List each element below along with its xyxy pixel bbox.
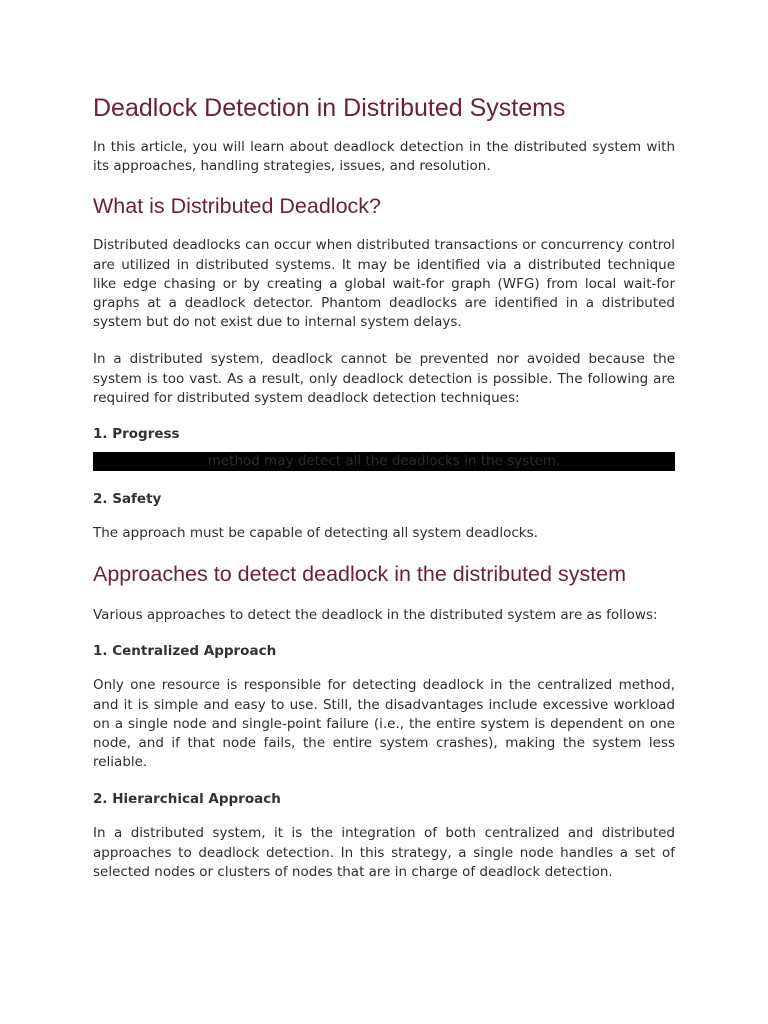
- paragraph-detection-requirements: In a distributed system, deadlock cannot be prevented nor avoided because the system is too vast. As a result, only deadlock detection is possible. The following are required for distributed system deadlock detection techniques:: [93, 351, 675, 406]
- safety-paragraph: The approach must be capable of detecting all system deadlocks.: [93, 525, 538, 542]
- centralized-subheading: 1. Centralized Approach: [93, 643, 277, 660]
- section-heading-distributed-deadlock: What is Distributed Deadlock?: [93, 194, 381, 219]
- centralized-paragraph: Only one resource is responsible for detecting deadlock in the centralized method, and it is simple and easy to use. Still, the disadvantages include excessive workload on a single node and single-point failure (i.e., the entire system is dependent on one node, and if that node fails, the entire system crashes), making the system less reliable.: [93, 677, 675, 771]
- section-heading-approaches: Approaches to detect deadlock in the distributed system: [93, 562, 627, 587]
- progress-text-bar: method may detect all the deadlocks in the system.: [93, 452, 675, 471]
- approaches-intro-paragraph: Various approaches to detect the deadlock in the distributed system are as follows:: [93, 607, 658, 624]
- page-title: Deadlock Detection in Distributed Systems: [93, 94, 566, 122]
- hierarchical-subheading: 2. Hierarchical Approach: [93, 791, 281, 808]
- intro-paragraph: In this article, you will learn about deadlock detection in the distributed system with its approaches, handling strategies, issues, and resolution.: [93, 139, 675, 175]
- paragraph-distributed-deadlocks: Distributed deadlocks can occur when distributed transactions or concurrency control are utilized in distributed systems. It may be identified via a distributed technique like edge chasing or by creating a global wait-for graph (WFG) from local wait-for graphs at a deadlock detector. Phantom deadlocks are identified in a distributed system but do not exist due to internal system delays.: [93, 237, 675, 331]
- safety-subheading: 2. Safety: [93, 491, 162, 508]
- progress-subheading: 1. Progress: [93, 426, 180, 443]
- hierarchical-paragraph: In a distributed system, it is the integration of both centralized and distributed approaches to deadlock detection. In this strategy, a single node handles a set of selected nodes or clusters of nodes that are in charge of deadlock detection.: [93, 825, 675, 880]
- article-body: [93, 93, 675, 882]
